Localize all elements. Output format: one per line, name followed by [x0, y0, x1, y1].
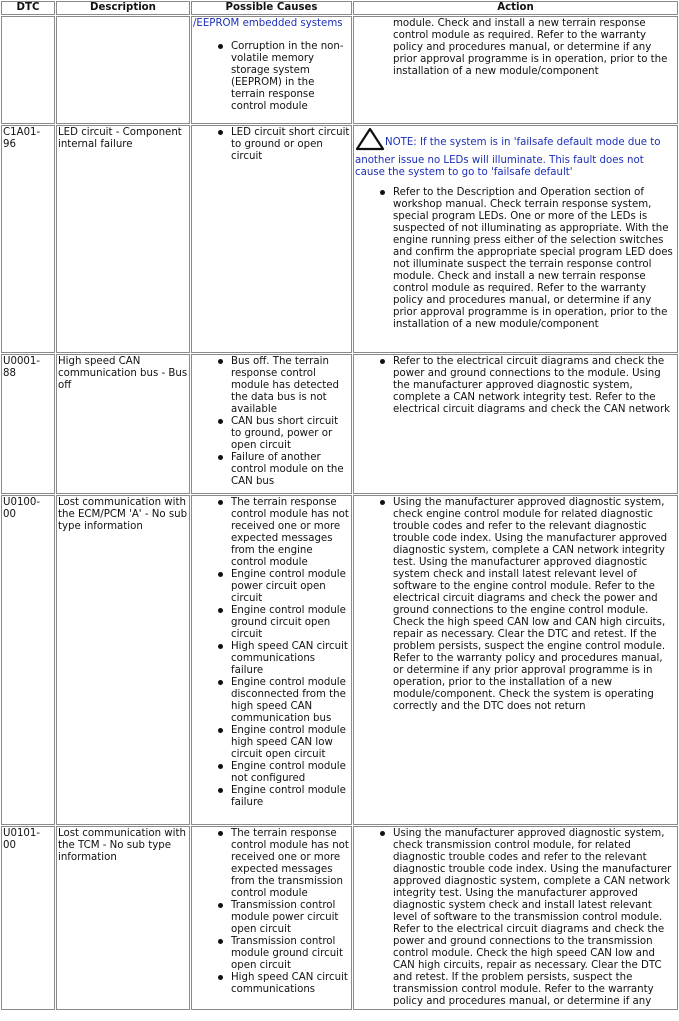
cause-item: Failure of another control module on the CAN bus	[231, 452, 350, 488]
dtc-description: Lost communication with the TCM - No sub type information	[56, 826, 190, 1010]
cause-item: High speed CAN circuit communications	[231, 972, 350, 996]
possible-causes-cell	[191, 826, 352, 1010]
dtc-description: LED circuit - Component internal failure	[56, 125, 190, 353]
action-continuation: module. Check and install a new terrain response control module as required. Refer to the warranty policy and procedures manual, or determine if any prior approval programme is in operation, prior to the installation of a new module/component	[393, 18, 668, 77]
cause-item: The terrain response control module has not received one or more expected messages from the transmission control module	[231, 828, 349, 899]
action-item: Using the manufacturer approved diagnostic system, check engine control module for related diagnostic trouble codes and refer to the relevant diagnostic trouble code index. Using the manufacturer approved diagnostic system, complete a CAN network integrity test. Using the manufacturer approved diagnostic system check and install latest relevant level of software to the engine control module. Refer to the electrical circuit diagrams and check the power and ground connections to the engine control module. Check the high speed CAN low and CAN high circuits, repair as necessary. Clear the DTC and retest. If the problem persists, suspect the engine control module. Refer to the warranty policy and procedures manual, or determine if any prior approval programme is in operation, prior to the installation of a new module/component. Check the system is operating correctly and the DTC does not return	[393, 497, 676, 713]
table-row	[1, 16, 678, 124]
table-row	[1, 125, 678, 353]
cause-item: Bus off. The terrain response control module has detected the data bus is not available	[231, 356, 350, 416]
note-block	[355, 127, 676, 179]
dtc-description	[56, 16, 190, 124]
possible-causes-cell	[191, 354, 352, 494]
causes-continuation: /EEPROM embedded systems	[193, 18, 343, 29]
cause-item: LED circuit short circuit to ground or open circuit	[231, 127, 350, 162]
action-item: Using the manufacturer approved diagnostic system, check transmission control module, for related diagnostic trouble codes and refer to the relevant diagnostic trouble code index. Using the manufacturer approved diagnostic system, complete a CAN network integrity test. Using the manufacturer approved diagnostic system check and install latest relevant level of software to the transmission control module. Refer to the electrical circuit diagrams and check the power and ground connections to the transmission control module. Check the high speed CAN low and CAN high circuits, repair as necessary. Clear the DTC and retest. If the problem persists, suspect the transmission control module. Refer to the warranty policy and procedures manual, or determine if any	[393, 828, 676, 1008]
cause-item: The terrain response control module has not received one or more expected messages from the engine control module	[231, 497, 349, 568]
possible-causes-cell	[191, 125, 352, 353]
possible-causes-cell	[191, 495, 352, 825]
action-cell	[353, 125, 678, 353]
table-row	[1, 354, 678, 494]
dtc-code: U0101-00	[1, 826, 55, 1010]
action-item: Refer to the electrical circuit diagrams and check the power and ground connections to the module. Using the manufacturer approved diagnostic system, complete a CAN network integrity test. Refer to the electrical circuit diagrams and check the CAN network	[393, 356, 676, 416]
dtc-code: C1A01-96	[1, 125, 55, 353]
dtc-code: U0100-00	[1, 495, 55, 825]
header-possible-causes: Possible Causes	[191, 1, 352, 15]
header-row	[1, 1, 678, 15]
dtc-description: Lost communication with the ECM/PCM 'A' - No sub type information	[56, 495, 190, 825]
table-row	[1, 826, 678, 1010]
causes-list	[193, 356, 350, 488]
action-cell	[353, 495, 678, 825]
possible-causes-cell	[191, 16, 352, 124]
causes-list	[193, 497, 350, 809]
cause-item: Transmission control module power circuit open circuit	[231, 900, 350, 936]
action-cell	[353, 826, 678, 1010]
actions-list	[355, 828, 676, 1008]
action-cell	[353, 354, 678, 494]
cause-item: Engine control module not configured	[231, 761, 350, 785]
cause-item: CAN bus short circuit to ground, power or open circuit	[231, 416, 350, 452]
cause-item: Engine control module ground circuit open circuit	[231, 605, 350, 641]
actions-list	[355, 356, 676, 416]
actions-list	[355, 187, 676, 331]
cause-item: Engine control module high speed CAN low circuit open circuit	[231, 725, 350, 761]
header-dtc: DTC	[1, 1, 55, 15]
header-action: Action	[353, 1, 678, 15]
cause-item: High speed CAN circuit communications failure	[231, 641, 350, 677]
causes-list	[193, 127, 350, 163]
causes-list	[193, 828, 350, 996]
dtc-code: U0001-88	[1, 354, 55, 494]
note-text: NOTE: If the system is in 'failsafe default mode due to another issue no LEDs will illuminate. This fault does not cause the system to go to 'failsafe default'	[355, 137, 661, 178]
dtc-code	[1, 16, 55, 124]
cause-item: Corruption in the non-volatile memory storage system (EEPROM) in the terrain response control module	[231, 41, 350, 113]
action-cell	[353, 16, 678, 124]
cause-item: Engine control module disconnected from the high speed CAN communication bus	[231, 677, 350, 725]
header-description: Description	[56, 1, 190, 15]
table-row	[1, 495, 678, 825]
causes-list	[193, 41, 350, 113]
action-item: Refer to the Description and Operation section of workshop manual. Check terrain response system, special program LEDs. One or more of the LEDs is suspected of not illuminating as appropriate. With the engine running press either of the selection switches and confirm the appropriate special program LED does not illuminate suspect the terrain response control module. Check and install a new terrain response control module as required. Refer to the warranty policy and procedures manual, or determine if any prior approval programme is in operation, prior to the installation of a new module/component	[393, 187, 676, 331]
dtc-description: High speed CAN communication bus - Bus off	[56, 354, 190, 494]
actions-list	[355, 497, 676, 713]
cause-item: Engine control module power circuit open circuit	[231, 569, 350, 605]
warning-triangle-icon	[355, 127, 385, 155]
cause-item: Engine control module failure	[231, 785, 350, 809]
cause-item: Transmission control module ground circuit open circuit	[231, 936, 350, 972]
